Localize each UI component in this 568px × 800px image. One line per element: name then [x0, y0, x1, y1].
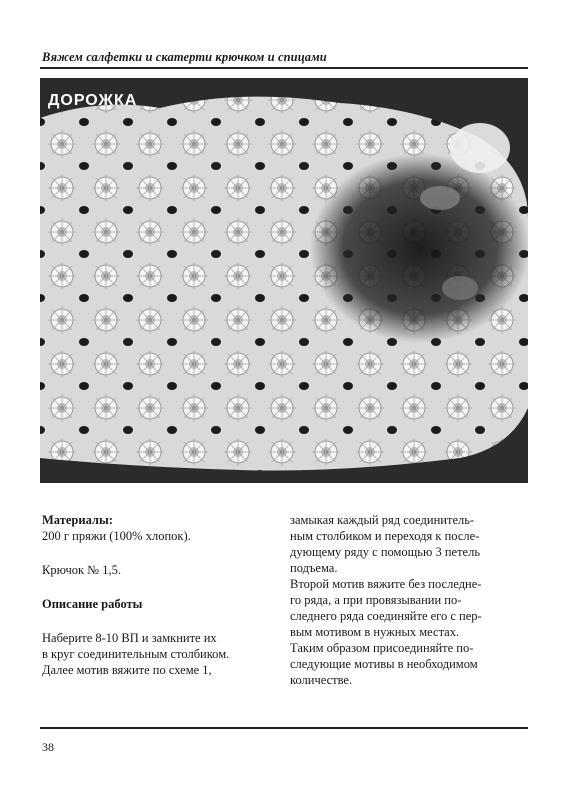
materials-text: 200 г пряжи (100% хлопок). — [42, 529, 191, 543]
lace-image — [40, 78, 528, 483]
paragraph-1: замыкая каждый ряд соединитель- ным столбиком и переходя к после- дующему ряду с помощью 3 петель подъема. — [290, 513, 481, 575]
running-header: Вяжем салфетки и скатерти крючком и спицами — [42, 50, 327, 64]
description-text: Наберите 8-10 ВП и замкните их в круг соединительным столбиком. Далее мотив вяжите по схеме 1, — [42, 631, 230, 677]
paragraph-3: Таким образом присоединяйте по- следующие мотивы в необходимом количестве. — [290, 641, 478, 687]
footer-divider — [40, 727, 528, 729]
page-number: 38 — [42, 740, 54, 754]
left-column — [42, 512, 272, 678]
description-heading: Описание работы — [42, 597, 143, 611]
paragraph-2: Второй мотив вяжите без последне- го ряда, а при провязывании по- следнего ряда соединяйте его с пер- вым мотивом в нужных местах. — [290, 577, 482, 639]
doily-photo — [40, 78, 528, 483]
photo-title: ДОРОЖКА — [48, 92, 138, 109]
materials-heading: Материалы: — [42, 513, 113, 527]
hook-text: Крючок № 1,5. — [42, 563, 121, 577]
header-divider — [40, 67, 528, 69]
right-column — [290, 512, 530, 688]
